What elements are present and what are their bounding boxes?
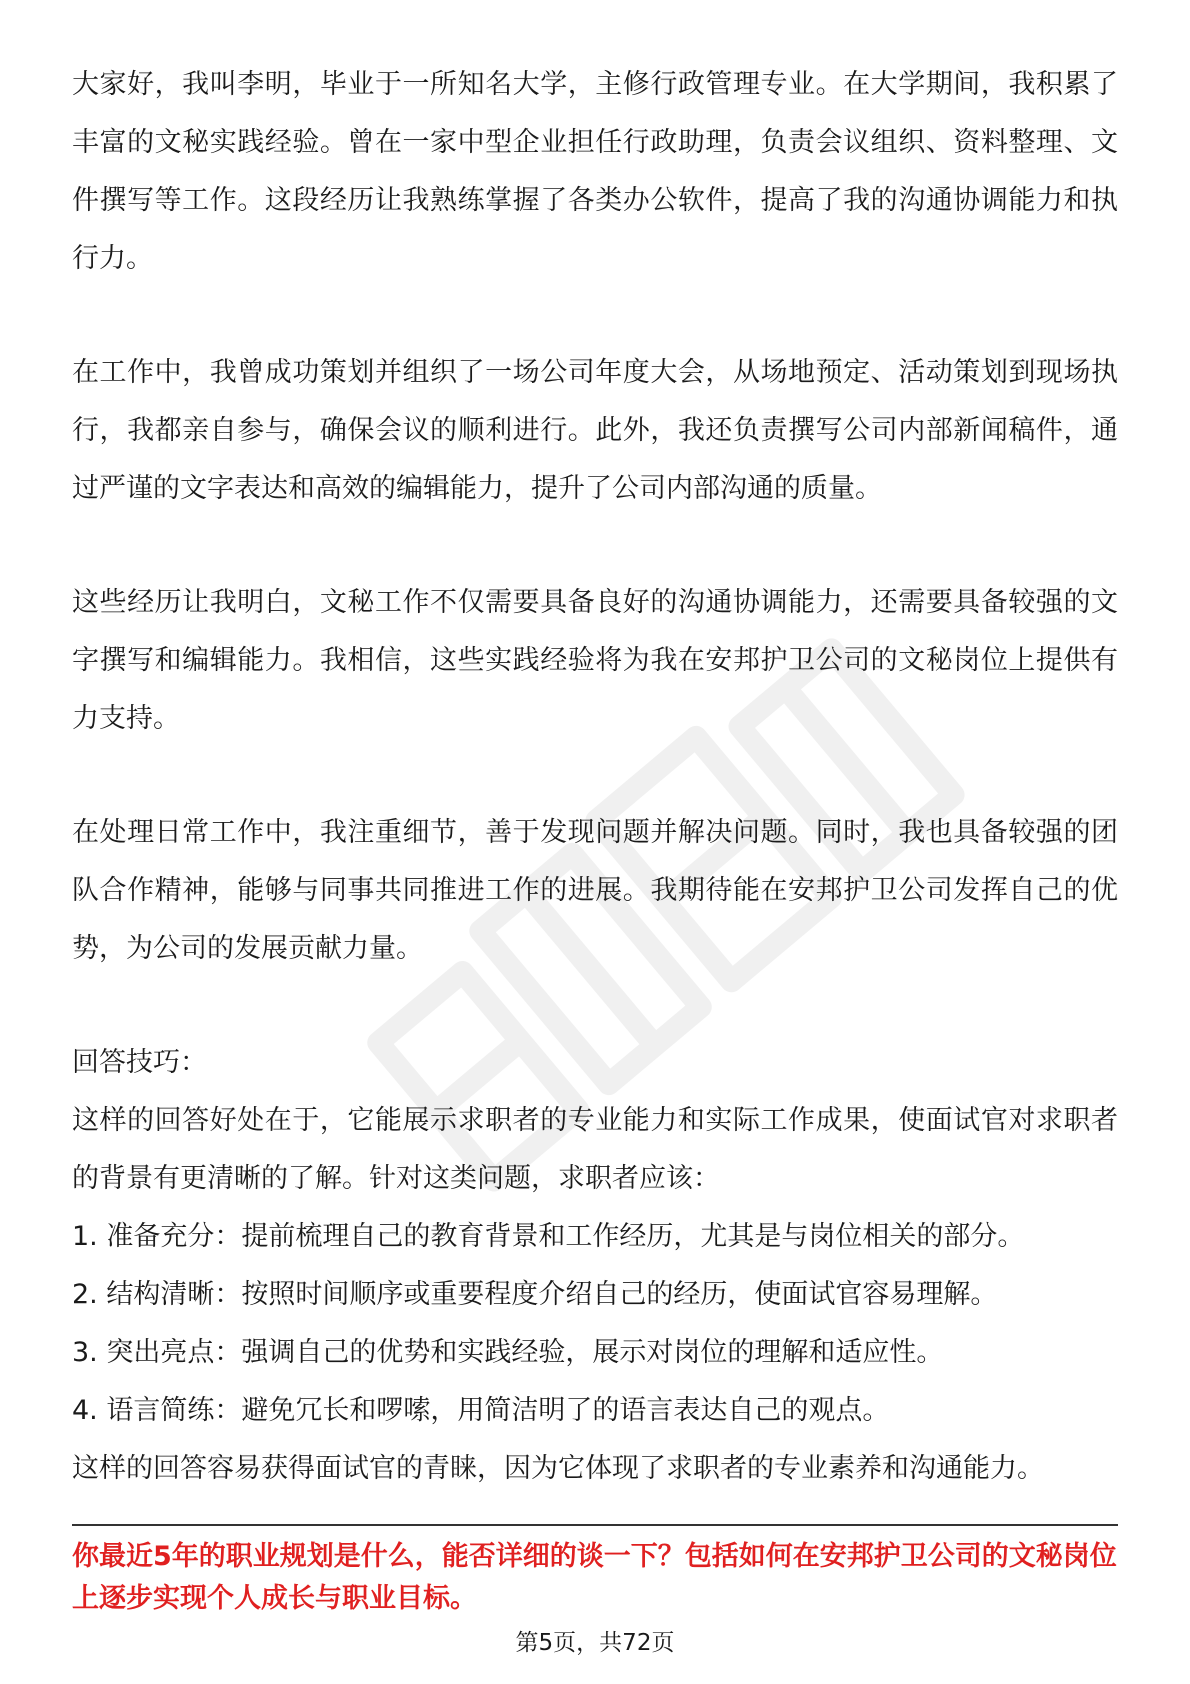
- paragraph-work-experience: 在工作中，我曾成功策划并组织了一场公司年度大会，从场地预定、活动策划到现场执行，我都亲自参与，确保会议的顺利进行。此外，我还负责撰写公司内部新闻稿件，通过严谨的文字表达和高效的编辑能力，提升了公司内部沟通的质量。: [72, 357, 1118, 504]
- tips-conclusion: 这样的回答容易获得面试官的青睐，因为它体现了求职者的专业素养和沟通能力。: [72, 1453, 1044, 1484]
- next-question-heading: 你最近5年的职业规划是什么，能否详细的谈一下？包括如何在安邦护卫公司的文秘岗位上逐步实现个人成长与职业目标。: [72, 1541, 1117, 1614]
- tip-item: 3. 突出亮点：强调自己的优势和实践经验，展示对岗位的理解和适应性。: [72, 1337, 944, 1368]
- paragraph-intro: 大家好，我叫李明，毕业于一所知名大学，主修行政管理专业。在大学期间，我积累了丰富的文秘实践经验。曾在一家中型企业担任行政助理，负责会议组织、资料整理、文件撰写等工作。这段经历让我熟练掌握了各类办公软件，提高了我的沟通协调能力和执行力。: [72, 69, 1118, 274]
- page-footer: 第5页，共72页: [515, 1630, 675, 1656]
- tips-label: 回答技巧：: [72, 1047, 207, 1078]
- tip-item: 4. 语言简练：避免冗长和啰嗦，用简洁明了的语言表达自己的观点。: [72, 1395, 890, 1426]
- paragraph-strengths: 在处理日常工作中，我注重细节，善于发现问题并解决问题。同时，我也具备较强的团队合作精神，能够与同事共同推进工作的进展。我期待能在安邦护卫公司发挥自己的优势，为公司的发展贡献力量。: [72, 817, 1118, 964]
- tips-section: [72, 1034, 1118, 1498]
- section-divider: [72, 1524, 1118, 1526]
- document-body: [72, 56, 1118, 1498]
- tip-item: 2. 结构清晰：按照时间顺序或重要程度介绍自己的经历，使面试官容易理解。: [72, 1279, 998, 1310]
- tips-intro: 这样的回答好处在于，它能展示求职者的专业能力和实际工作成果，使面试官对求职者的背景有更清晰的了解。针对这类问题，求职者应该：: [72, 1105, 1118, 1194]
- tip-item: 1. 准备充分：提前梳理自己的教育背景和工作经历，尤其是与岗位相关的部分。: [72, 1221, 1025, 1252]
- paragraph-lessons: 这些经历让我明白，文秘工作不仅需要具备良好的沟通协调能力，还需要具备较强的文字撰写和编辑能力。我相信，这些实践经验将为我在安邦护卫公司的文秘岗位上提供有力支持。: [72, 587, 1118, 734]
